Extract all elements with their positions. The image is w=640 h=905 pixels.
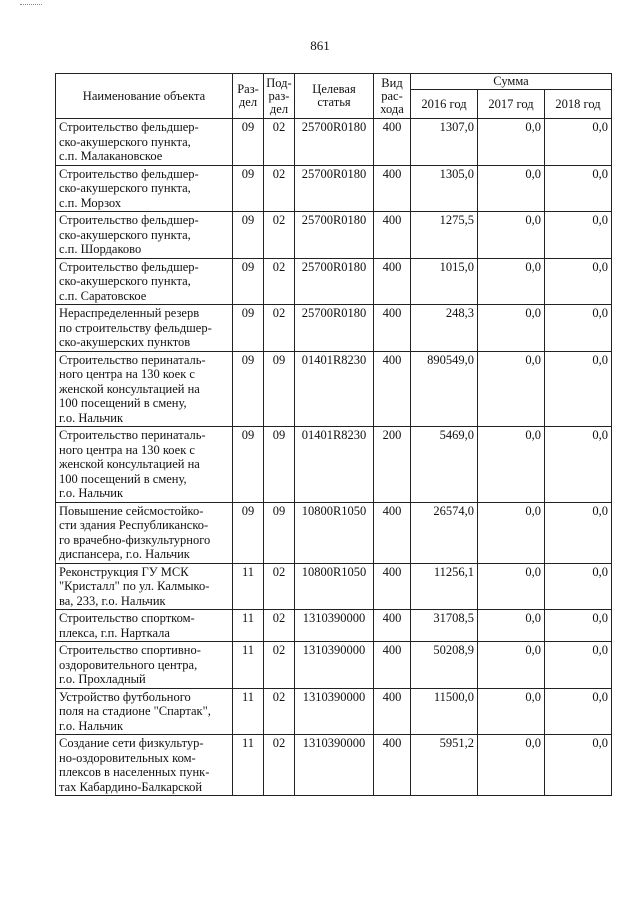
sum-2017-cell: 0,0: [478, 610, 545, 642]
statya-cell: 25700R0180: [295, 258, 374, 305]
table-body: [56, 119, 612, 796]
vid-cell: 400: [374, 212, 411, 259]
statya-cell: 01401R8230: [295, 351, 374, 427]
vid-cell: 400: [374, 735, 411, 796]
podrazdel-cell: 02: [264, 735, 295, 796]
statya-cell: 01401R8230: [295, 427, 374, 503]
podrazdel-cell: 02: [264, 305, 295, 352]
sum-2017-cell: 0,0: [478, 305, 545, 352]
sum-2018-cell: 0,0: [545, 305, 612, 352]
header-name: Наименование объекта: [56, 74, 233, 119]
sum-2016-cell: 26574,0: [411, 502, 478, 563]
sum-2017-cell: 0,0: [478, 427, 545, 503]
header-2017: 2017 год: [478, 90, 545, 119]
razdel-cell: 09: [233, 165, 264, 212]
vid-cell: 400: [374, 351, 411, 427]
sum-2018-cell: 0,0: [545, 212, 612, 259]
object-name-cell: Строительство фельдшер- ско-акушерского пункта, с.п. Морзох: [56, 165, 233, 212]
sum-2016-cell: 5951,2: [411, 735, 478, 796]
sum-2016-cell: 11500,0: [411, 688, 478, 735]
sum-2016-cell: 50208,9: [411, 642, 478, 689]
sum-2018-cell: 0,0: [545, 735, 612, 796]
razdel-cell: 09: [233, 351, 264, 427]
vid-cell: 200: [374, 427, 411, 503]
object-name-cell: Строительство фельдшер- ско-акушерского пункта, с.п. Шордаково: [56, 212, 233, 259]
object-name-cell: Нераспределенный резерв по строительству фельдшер- ско-акушерских пунктов: [56, 305, 233, 352]
sum-2017-cell: 0,0: [478, 119, 545, 166]
object-name-cell: Устройство футбольного поля на стадионе "Спартак", г.о. Нальчик: [56, 688, 233, 735]
podrazdel-cell: 09: [264, 427, 295, 503]
statya-cell: 25700R0180: [295, 165, 374, 212]
vid-cell: 400: [374, 119, 411, 166]
table-row: [56, 258, 612, 305]
statya-cell: 25700R0180: [295, 212, 374, 259]
razdel-cell: 09: [233, 502, 264, 563]
budget-table: [55, 73, 612, 796]
podrazdel-cell: 02: [264, 688, 295, 735]
page-number: 861: [310, 38, 330, 53]
header-statya: Целевая статья: [295, 74, 374, 119]
header-2016: 2016 год: [411, 90, 478, 119]
sum-2016-cell: 1305,0: [411, 165, 478, 212]
statya-cell: 10800R1050: [295, 502, 374, 563]
table-row: [56, 688, 612, 735]
podrazdel-cell: 09: [264, 351, 295, 427]
statya-cell: 1310390000: [295, 642, 374, 689]
podrazdel-cell: 02: [264, 165, 295, 212]
sum-2017-cell: 0,0: [478, 212, 545, 259]
table-row: [56, 212, 612, 259]
vid-cell: 400: [374, 258, 411, 305]
podrazdel-cell: 02: [264, 258, 295, 305]
vid-cell: 400: [374, 502, 411, 563]
object-name-cell: Строительство перинаталь- ного центра на 130 коек с женской консультацией на 100 посещений в смену, г.о. Нальчик: [56, 427, 233, 503]
sum-2016-cell: 1275,5: [411, 212, 478, 259]
table-row: [56, 427, 612, 503]
razdel-cell: 09: [233, 258, 264, 305]
sum-2017-cell: 0,0: [478, 502, 545, 563]
statya-cell: 1310390000: [295, 688, 374, 735]
sum-2017-cell: 0,0: [478, 735, 545, 796]
sum-2017-cell: 0,0: [478, 642, 545, 689]
statya-cell: 10800R1050: [295, 563, 374, 610]
table-row: [56, 351, 612, 427]
header-podrazdel: Под- раз- дел: [264, 74, 295, 119]
scan-artifact: [20, 4, 42, 7]
table-row: [56, 502, 612, 563]
sum-2016-cell: 248,3: [411, 305, 478, 352]
header-vid: Вид рас- хода: [374, 74, 411, 119]
table-row: [56, 642, 612, 689]
razdel-cell: 09: [233, 305, 264, 352]
razdel-cell: 09: [233, 119, 264, 166]
razdel-cell: 11: [233, 610, 264, 642]
razdel-cell: 11: [233, 563, 264, 610]
razdel-cell: 09: [233, 427, 264, 503]
sum-2018-cell: 0,0: [545, 642, 612, 689]
table-row: [56, 735, 612, 796]
razdel-cell: 09: [233, 212, 264, 259]
sum-2018-cell: 0,0: [545, 351, 612, 427]
podrazdel-cell: 02: [264, 642, 295, 689]
sum-2018-cell: 0,0: [545, 119, 612, 166]
vid-cell: 400: [374, 563, 411, 610]
object-name-cell: Создание сети физкультур- но-оздоровительных ком- плексов в населенных пунк- тах Кабардино-Балкарской: [56, 735, 233, 796]
sum-2018-cell: 0,0: [545, 165, 612, 212]
table-row: [56, 305, 612, 352]
podrazdel-cell: 02: [264, 119, 295, 166]
sum-2018-cell: 0,0: [545, 610, 612, 642]
vid-cell: 400: [374, 610, 411, 642]
object-name-cell: Строительство спортком- плекса, г.п. Нарткала: [56, 610, 233, 642]
statya-cell: 25700R0180: [295, 305, 374, 352]
object-name-cell: Строительство фельдшер- ско-акушерского пункта, с.п. Малакановское: [56, 119, 233, 166]
vid-cell: 400: [374, 165, 411, 212]
sum-2017-cell: 0,0: [478, 165, 545, 212]
sum-2016-cell: 1015,0: [411, 258, 478, 305]
object-name-cell: Строительство фельдшер- ско-акушерского пункта, с.п. Саратовское: [56, 258, 233, 305]
sum-2017-cell: 0,0: [478, 688, 545, 735]
razdel-cell: 11: [233, 642, 264, 689]
object-name-cell: Реконструкция ГУ МСК "Кристалл" по ул. Калмыко- ва, 233, г.о. Нальчик: [56, 563, 233, 610]
sum-2017-cell: 0,0: [478, 258, 545, 305]
statya-cell: 25700R0180: [295, 119, 374, 166]
sum-2016-cell: 5469,0: [411, 427, 478, 503]
podrazdel-cell: 02: [264, 563, 295, 610]
razdel-cell: 11: [233, 688, 264, 735]
vid-cell: 400: [374, 305, 411, 352]
vid-cell: 400: [374, 642, 411, 689]
table-row: [56, 119, 612, 166]
sum-2016-cell: 11256,1: [411, 563, 478, 610]
table-header: [56, 74, 612, 119]
razdel-cell: 11: [233, 735, 264, 796]
sum-2017-cell: 0,0: [478, 351, 545, 427]
vid-cell: 400: [374, 688, 411, 735]
header-summa: Сумма: [411, 74, 612, 90]
sum-2017-cell: 0,0: [478, 563, 545, 610]
sum-2018-cell: 0,0: [545, 258, 612, 305]
table-row: [56, 563, 612, 610]
podrazdel-cell: 02: [264, 212, 295, 259]
sum-2018-cell: 0,0: [545, 563, 612, 610]
statya-cell: 1310390000: [295, 610, 374, 642]
sum-2016-cell: 890549,0: [411, 351, 478, 427]
sum-2018-cell: 0,0: [545, 688, 612, 735]
table-row: [56, 610, 612, 642]
podrazdel-cell: 02: [264, 610, 295, 642]
statya-cell: 1310390000: [295, 735, 374, 796]
podrazdel-cell: 09: [264, 502, 295, 563]
sum-2018-cell: 0,0: [545, 427, 612, 503]
header-2018: 2018 год: [545, 90, 612, 119]
table-row: [56, 165, 612, 212]
sum-2018-cell: 0,0: [545, 502, 612, 563]
sum-2016-cell: 31708,5: [411, 610, 478, 642]
object-name-cell: Строительство перинаталь- ного центра на 130 коек с женской консультацией на 100 посещений в смену, г.о. Нальчик: [56, 351, 233, 427]
object-name-cell: Повышение сейсмостойко- сти здания Республиканско- го врачебно-физкультурного диспансера, г.о. Нальчик: [56, 502, 233, 563]
header-razdel: Раз- дел: [233, 74, 264, 119]
object-name-cell: Строительство спортивно- оздоровительного центра, г.о. Прохладный: [56, 642, 233, 689]
sum-2016-cell: 1307,0: [411, 119, 478, 166]
